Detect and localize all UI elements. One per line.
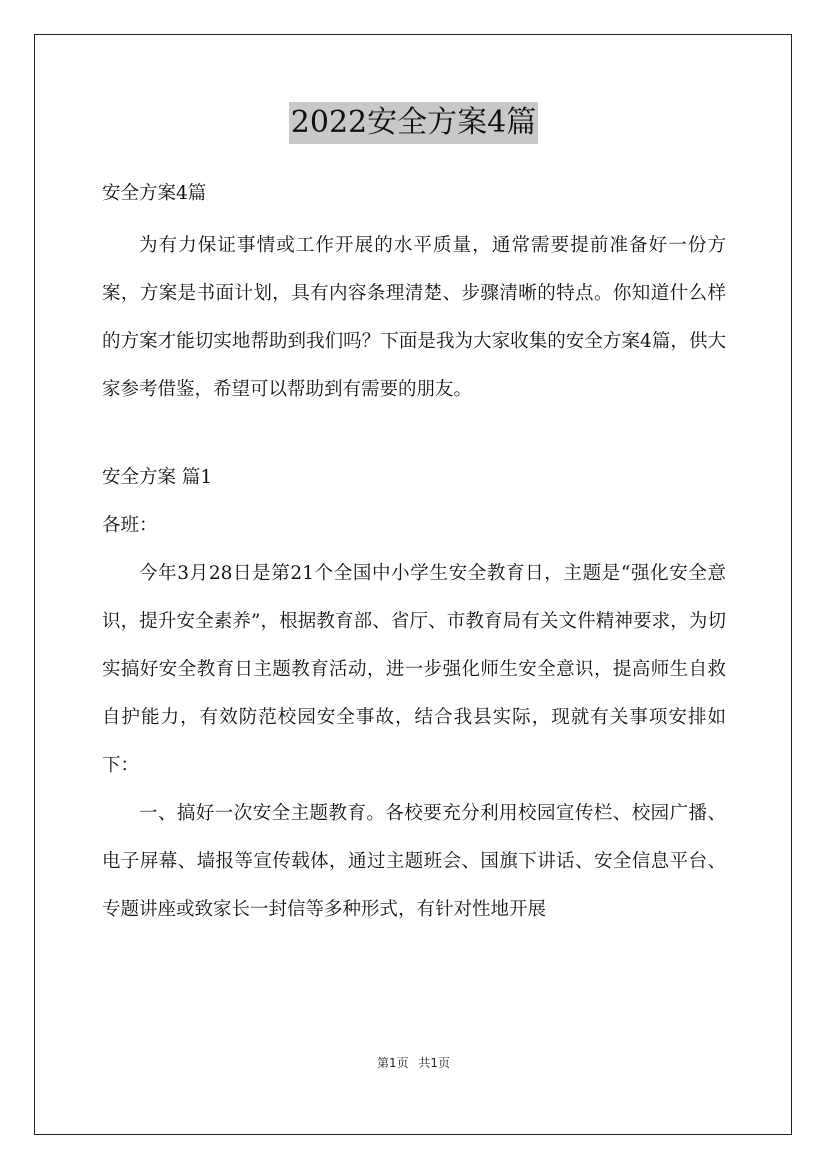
body-paragraph-1: 今年3月28日是第21个全国中小学生安全教育日，主题是“强化安全意识，提升安全素养”，根据教育部、省厅、市教育局有关文件精神要求，为切实搞好安全教育日主题教育活动，进一步强化师生安全意识，提高师生自救自护能力，有效防范校园安全事故，结合我县实际，现就有关事项安排如下： — [102, 563, 726, 776]
salutation: 各班： — [102, 515, 158, 536]
intro-paragraph: 为有力保证事情或工作开展的水平质量，通常需要提前准备好一份方案，方案是书面计划，具有内容条理清楚、步骤清晰的特点。你知道什么样的方案才能切实地帮助到我们吗？下面是我为大家收集的安全方案4篇，供大家参考借鉴，希望可以帮助到有需要的朋友。 — [102, 235, 726, 400]
document-subtitle: 安全方案4篇 — [102, 183, 207, 204]
document-title-text: 2022安全方案4篇 — [289, 102, 538, 144]
document-body — [102, 170, 726, 934]
section-heading: 安全方案 篇1 — [102, 467, 213, 488]
page-footer — [0, 1054, 827, 1071]
page-number-current: 第1页 — [376, 1056, 409, 1070]
document-title — [0, 102, 827, 144]
page-number-total: 共1页 — [418, 1056, 451, 1070]
body-paragraph-2: 一、搞好一次安全主题教育。各校要充分利用校园宣传栏、校园广播、电子屏幕、墙报等宣传载体，通过主题班会、国旗下讲话、安全信息平台、专题讲座或致家长一封信等多种形式，有针对性地开展 — [102, 803, 726, 920]
